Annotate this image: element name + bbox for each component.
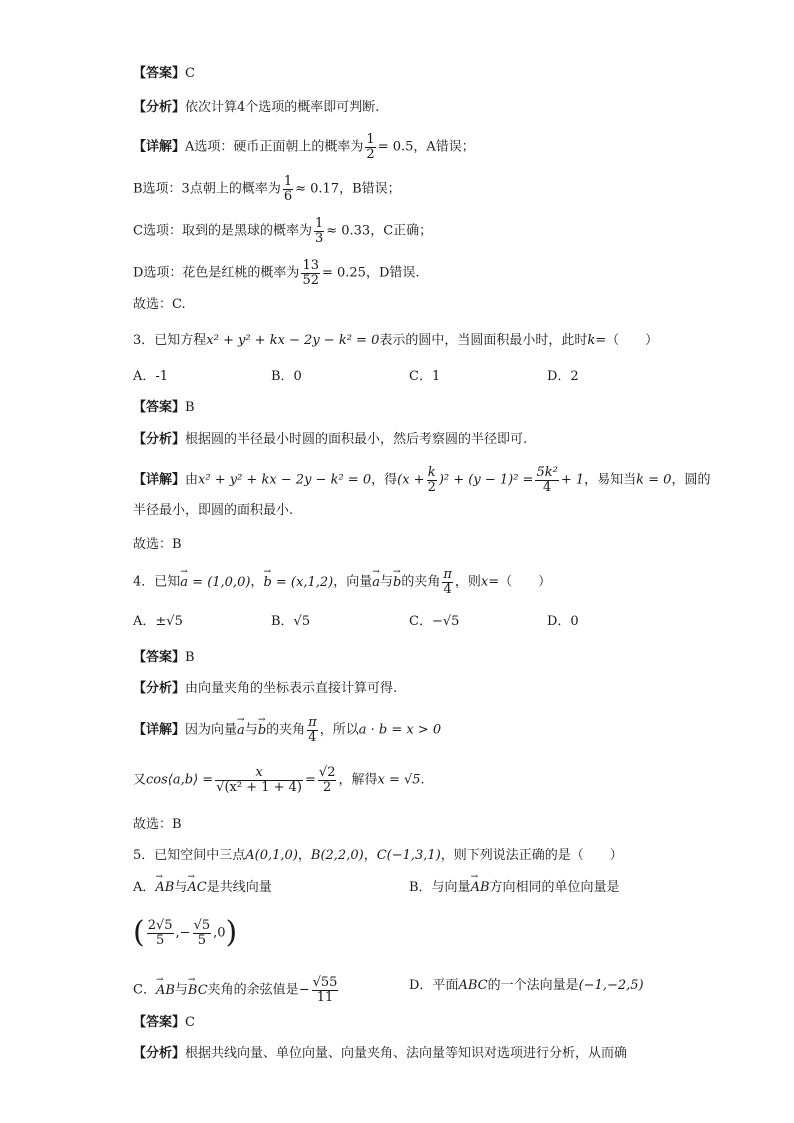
q3-option-d: D．2: [547, 369, 579, 384]
q4-option-d: D．0: [547, 614, 579, 629]
fraction: $\frac{\pi}{4}$: [443, 567, 452, 597]
detail-line-a: 【详解】A选项：硬币正面朝上的概率为 $\frac{1}{2}$ = 0.5，A错误；: [133, 132, 475, 162]
q4-option-b: B．√5: [271, 614, 311, 629]
fraction: $\frac{\pi}{4}$: [308, 715, 317, 745]
fraction: $\frac{1}{6}$: [283, 174, 293, 204]
analysis-line: 【分析】根据圆的半径最小时圆的面积最小，然后考察圆的半径即可.: [133, 432, 528, 447]
q5-option-a: A．→ AB与→ AC是共线向量: [133, 878, 272, 898]
q4-option-c: C．−√5: [409, 614, 460, 629]
analysis-line: 【分析】依次计算4个选项的概率即可判断.: [133, 100, 380, 115]
fraction: $\frac{x}{\text{√(x² + 1 + 4)}}$: [216, 765, 302, 795]
detail-line-b: B选项：3点朝上的概率为 $\frac{1}{6}$ ≈ 0.17，B错误；: [133, 174, 401, 204]
detail-line-2: 又cos⟨a,b⟩ = $\frac{x}{\text{√(x² + 1 + 4)}}$ = $\frac{√2}{2}$ ，解得x = √5.: [133, 765, 425, 795]
q3-option-c: C．1: [409, 369, 441, 384]
q5-option-b-vector: ( $\frac{2√5}{5}$ ,− $\frac{√5}{5}$ ,0): [133, 915, 238, 950]
q5-option-c: C．→ AB与→ BC夹角的余弦值是− $\frac{√55}{11}$: [133, 976, 340, 1004]
fraction: $\frac{2√5}{5}$: [147, 917, 173, 948]
fraction: $\frac{√55}{11}$: [312, 975, 338, 1005]
detail-line-c: C选项：取到的是黑球的概率为 $\frac{1}{3}$ ≈ 0.33，C正确；: [133, 216, 433, 246]
choose-line: 故选：B: [133, 817, 182, 832]
fraction: $\frac{1}{3}$: [314, 216, 324, 246]
fraction: $\frac{\text{5k²}}{4}$: [536, 465, 558, 495]
fraction: $\frac{k}{2}$: [427, 465, 436, 495]
choose-line: 故选：B: [133, 537, 182, 552]
choose-line: 故选：C.: [133, 297, 186, 312]
question-5-stem: 5．已知空间中三点A(0,1,0)，B(2,2,0)，C(−1,3,1)，则下列说法正确的是（ ）: [133, 848, 623, 863]
answer-line: 【答案】C: [133, 1015, 195, 1030]
answer-line: 【答案】B: [133, 650, 195, 665]
answer-line: 【答案】B: [133, 400, 195, 415]
detail-line-d: D选项：花色是红桃的概率为 $\frac{13}{52}$ = 0.25，D错误.: [133, 258, 420, 288]
question-3-stem: 3．已知方程x² + y² + kx − 2y − k² = 0表示的圆中，当圆面积最小时，此时k=（ ）: [133, 333, 659, 348]
q4-option-a: A．±√5: [133, 614, 183, 629]
fraction: $\frac{√5}{5}$: [193, 917, 211, 948]
detail-line: 【详解】由x² + y² + kx − 2y − k² = 0，得(x + $\frac{k}{2}$ )² + (y − 1)² = $\frac{\text{5k²}}{4}$ + 1，易知当k = 0，圆的: [133, 465, 711, 495]
fraction: $\frac{1}{2}$: [366, 132, 375, 162]
analysis-line: 【分析】根据共线向量、单位向量、向量夹角、法向量等知识对选项进行分析，从而确: [133, 1046, 628, 1061]
detail-line-2: 半径最小，即圆的面积最小.: [133, 503, 294, 518]
fraction: $\frac{13}{52}$: [302, 258, 319, 288]
answer-line: 【答案】C: [133, 66, 195, 81]
fraction: $\frac{√2}{2}$: [318, 765, 336, 795]
q5-option-d: D．平面ABC的一个法向量是(−1,−2,5): [409, 978, 644, 993]
q5-option-b: B．与向量→ AB方向相同的单位向量是: [409, 878, 620, 898]
detail-line: 【详解】因为向量→ a与→ b的夹角 $\frac{\pi}{4}$ ，所以a · b = x > 0: [133, 716, 441, 744]
analysis-line: 【分析】由向量夹角的坐标表示直接计算可得.: [133, 681, 398, 696]
question-4-stem: 4．已知→ a = (1,0,0)，→ b = (x,1,2)，向量→ a与→ b的夹角 $\frac{\pi}{4}$ ，则x=（ ）: [133, 568, 551, 596]
q3-option-a: A．-1: [133, 369, 169, 384]
q3-option-b: B．0: [271, 369, 302, 384]
